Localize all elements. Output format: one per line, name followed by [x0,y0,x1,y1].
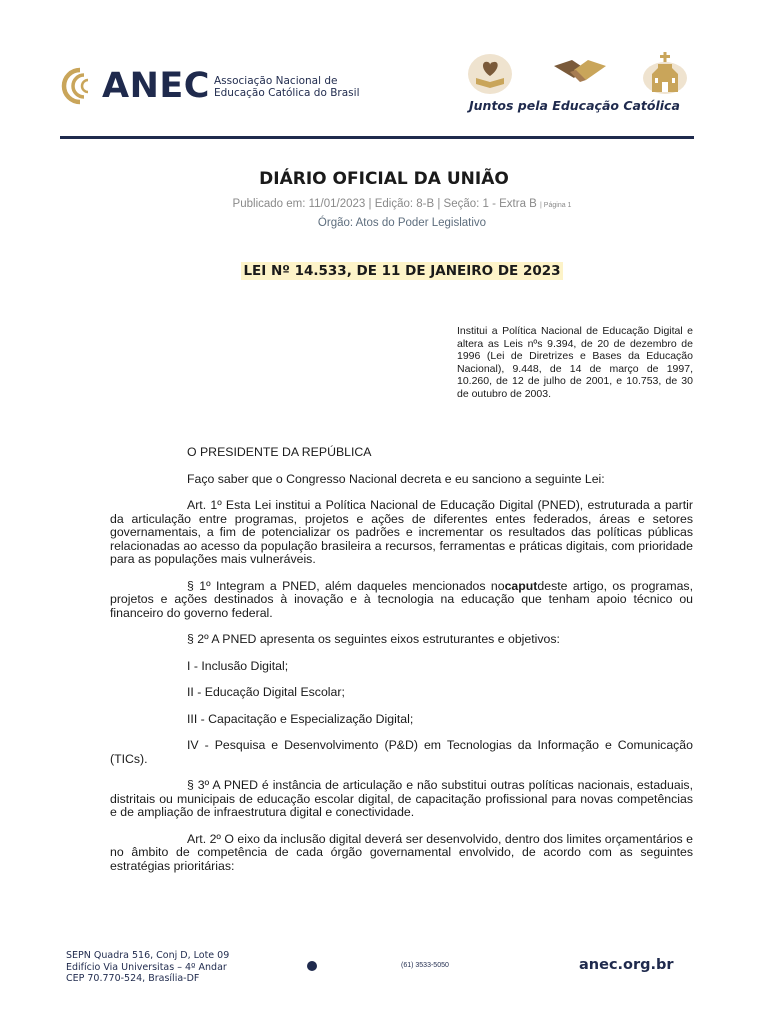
publication-details: Publicado em: 11/01/2023 | Edição: 8-B | Seção: 1 - Extra B [232,198,537,210]
slogan: Juntos pela Educação Católica [469,98,680,113]
president-heading: O PRESIDENTE DA REPÚBLICA [187,445,372,459]
article-1-paragraph-3: § 3º A PNED é instância de articulação e não substitui outras políticas nacionais, estaduais, distritais ou municipais de educação escolar digital, de capacitação profissional para novas competências e de ampliação de infraestrutura digital e conectividade. [110,778,693,819]
anec-subtitle-line2: Educação Católica do Brasil [213,87,360,99]
axis-item-4: IV - Pesquisa e Desenvolvimento (P&D) em Tecnologias da Informação e Comunicação (TICs). [110,738,693,766]
intro-paragraph: Faço saber que o Congresso Nacional decreta e eu sanciono a seguinte Lei: [187,471,605,486]
article-2: Art. 2º O eixo da inclusão digital deverá ser desenvolvido, dentro dos limites orçamentários e no âmbito de competência de cada órgão governamental envolvido, de acordo com as seguintes estratégias prioritárias: [110,831,693,873]
footer-address [66,950,229,985]
anec-subtitle-line1: Associação Nacional de [213,75,338,87]
footer-address-line3: CEP 70.770-524, Brasília-DF [66,973,200,984]
handshake-icon [550,52,610,96]
publication-info [0,198,768,210]
paragraph-1-text-b: deste artigo, os programas, projetos e ações destinados à inovação e à tecnologia na educação que tenham apoio técnico ou financeiro do governo federal. [110,578,693,620]
article-1-paragraph-2: § 2º A PNED apresenta os seguintes eixos estruturantes e objetivos: [187,632,560,646]
footer-website: anec.org.br [579,957,674,973]
axis-item-2: II - Educação Digital Escolar; [187,685,345,699]
page-header [56,52,696,132]
article-1: Art. 1º Esta Lei institui a Política Nacional de Educação Digital (PNED), estruturada a partir da articulação entre programas, projetos e ações de diferentes entes federados, áreas e setores governamentais, a fim de potencializar os padrões e incrementar os resultados das políticas públicas relacionadas ao acesso da população brasileira a recursos, ferramentas e práticas digitais, com prioridade para as populações mais vulneráveis. [110,498,693,566]
footer-bullet [307,961,317,971]
caput-term: caput [504,578,538,593]
axis-item-1: I - Inclusão Digital; [187,658,289,673]
law-title-text: LEI Nº 14.533, DE 11 DE JANEIRO DE 2023 [243,263,561,279]
axis-item-3: III - Capacitação e Especialização Digital; [187,711,414,726]
church-icon [640,52,690,96]
header-icons [466,52,692,96]
anec-rings-icon [56,66,100,106]
heart-book-icon [466,52,516,96]
law-title [0,262,768,280]
article-1-paragraph-1 [110,580,693,621]
footer-address-line2: Edifício Via Universitas – 4º Andar [66,961,227,973]
anec-logo [56,66,360,106]
footer-address-line1: SEPN Quadra 516, Conj D, Lote 09 [66,950,230,961]
footer-phone: (61) 3533-5050 [401,962,449,969]
page-title: DIÁRIO OFICIAL DA UNIÃO [259,169,509,189]
header-divider [60,136,694,139]
law-body [110,446,693,886]
law-summary: Institui a Política Nacional de Educação Digital e altera as Leis nºs 9.394, de 20 de dezembro de 1996 (Lei de Diretrizes e Bases da Educação Nacional), 9.448, de 14 de março de 1997, 10.260, de 12 de julho de 2001, e 10.753, de 30 de outubro de 2003. [457,325,693,400]
anec-subtitle [214,75,360,99]
page-number: | Página 1 [540,202,572,209]
anec-wordmark: ANEC [102,66,210,106]
issuing-body: Órgão: Atos do Poder Legislativo [317,217,487,229]
paragraph-1-text-a: § 1º Integram a PNED, além daqueles mencionados no [187,578,505,593]
